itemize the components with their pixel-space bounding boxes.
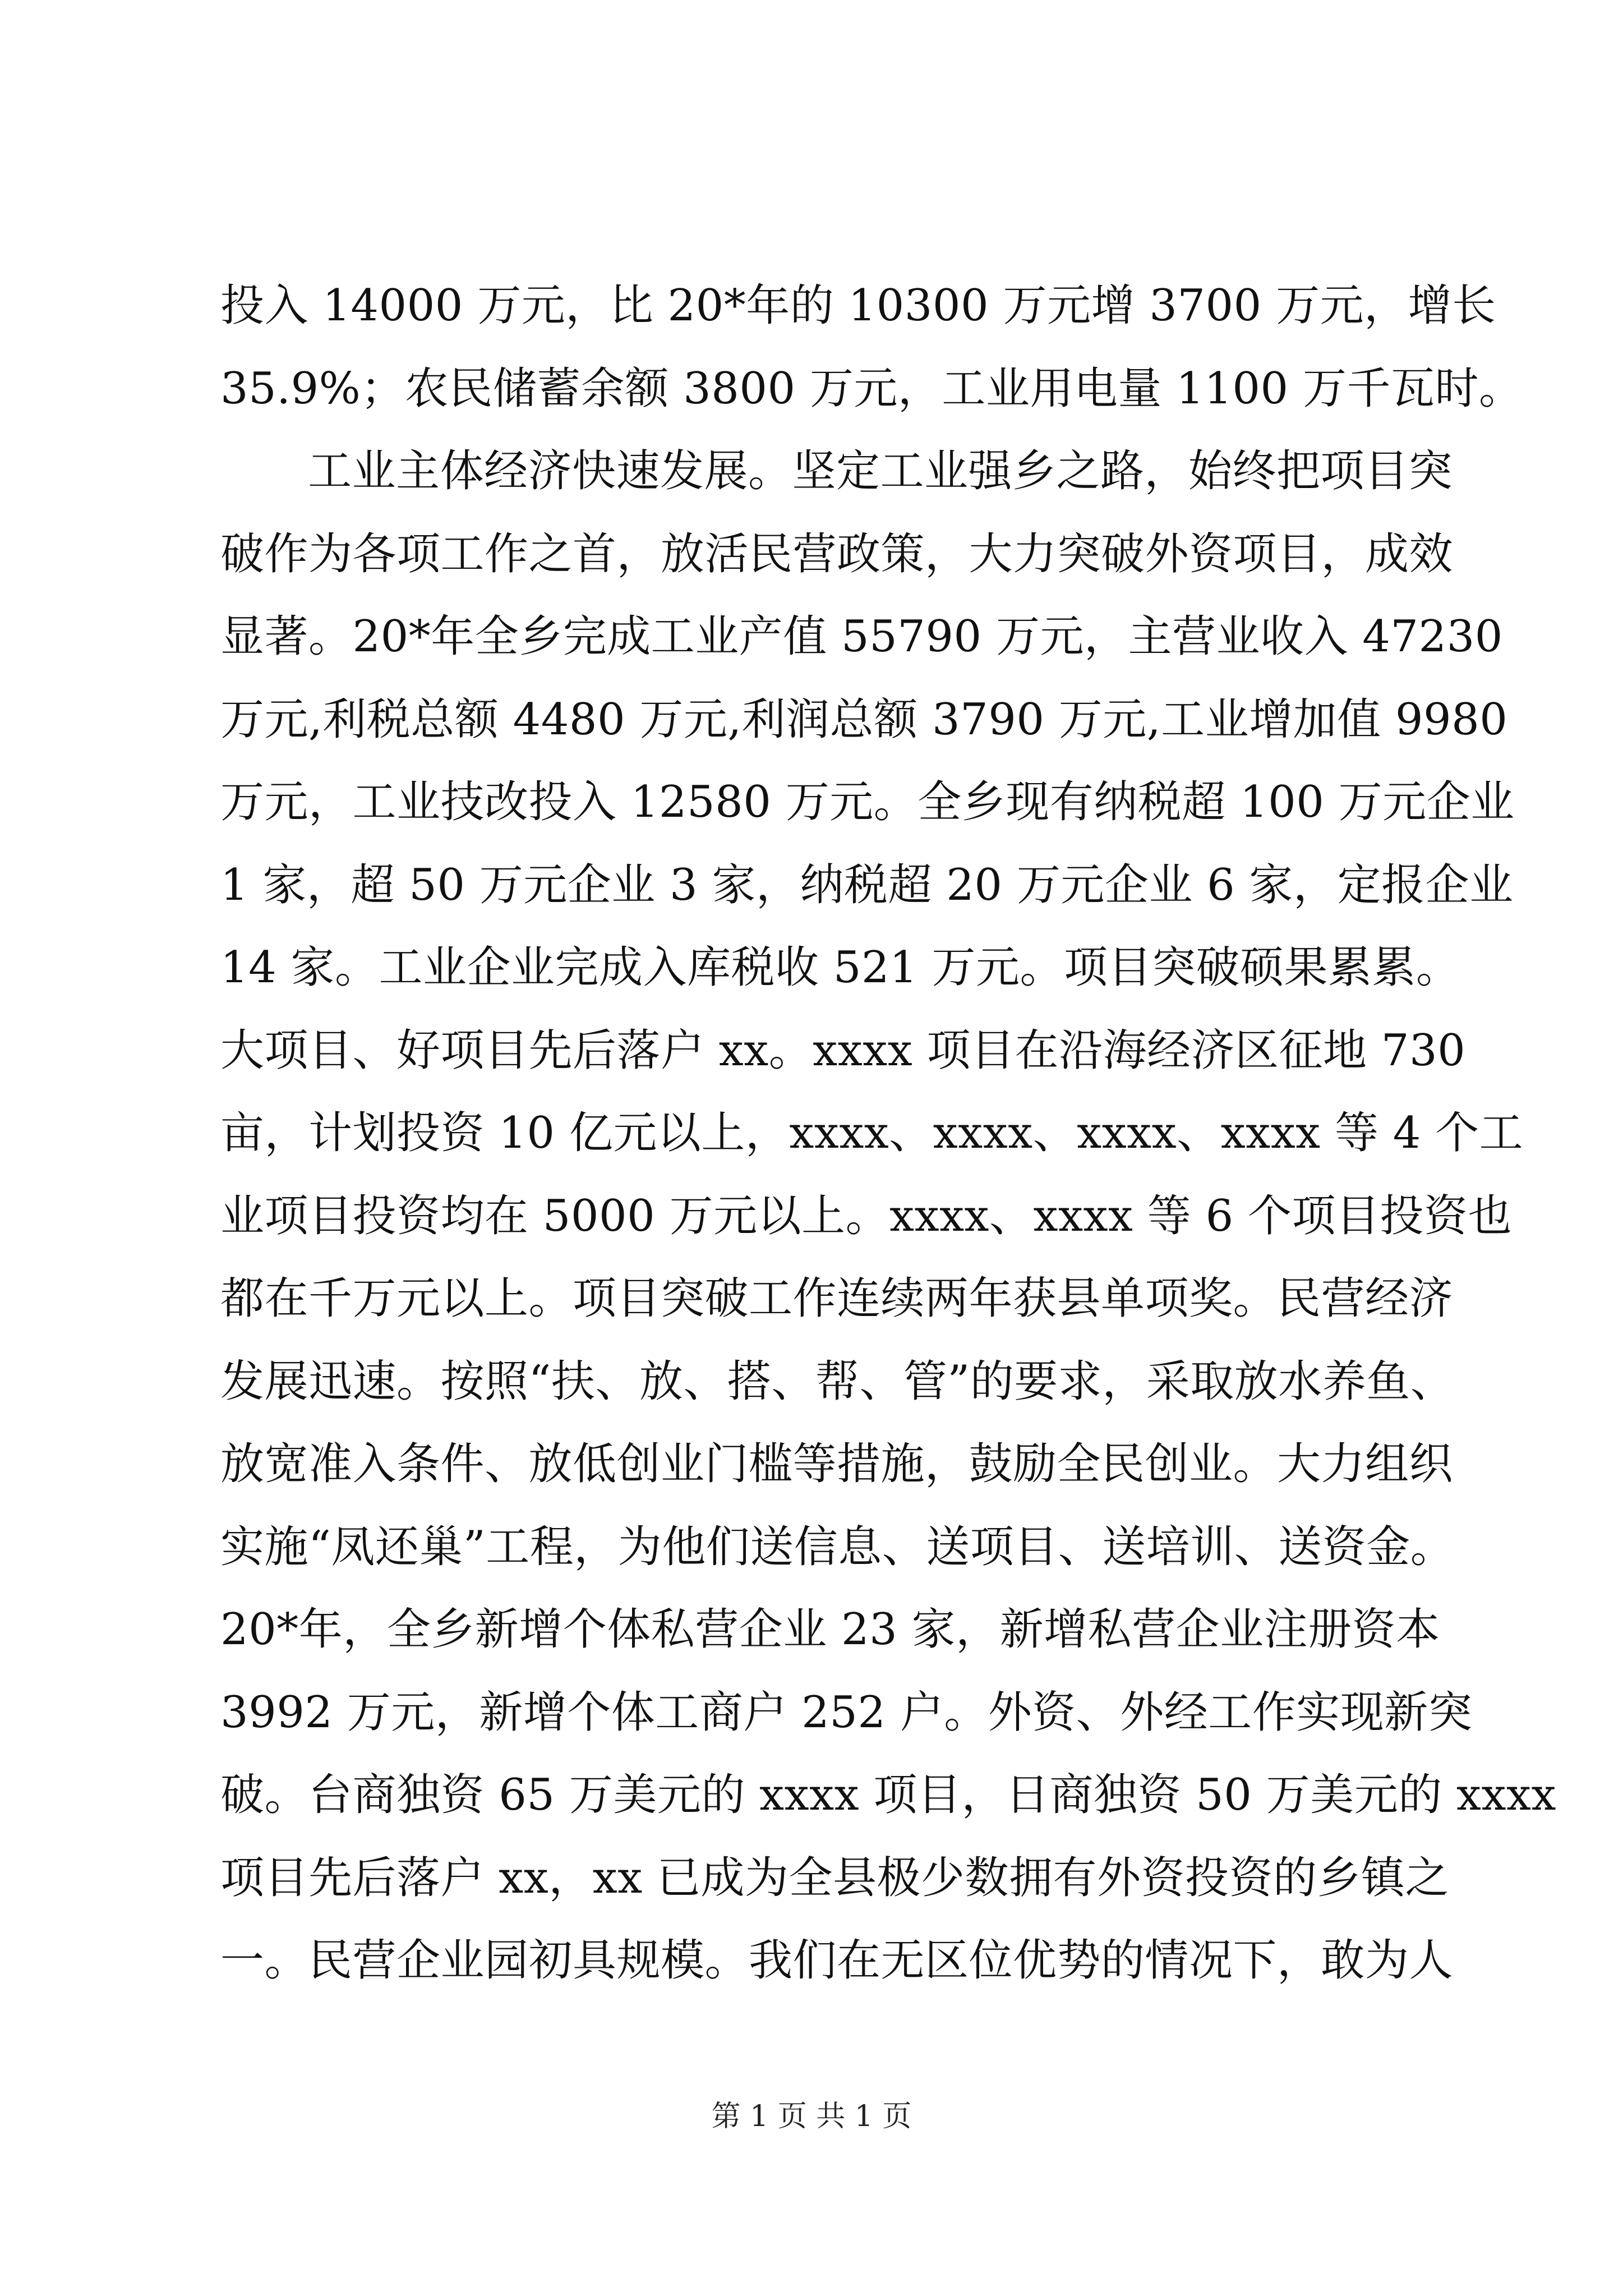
paragraph-first-line: 工业主体经济快速发展。坚定工业强乡之路，始终把项目突 (308, 446, 1453, 496)
text-line: 万元，工业技改投入 12580 万元。全乡现有纳税超 100 万元企业 (220, 777, 1515, 827)
text-line: 万元,利税总额 4480 万元,利润总额 3790 万元,工业增加值 9980 (220, 694, 1508, 745)
page-footer: 第 1 页 共 1 页 (711, 2100, 912, 2133)
text-line: 破作为各项工作之首，放活民营政策，大力突破外资项目，成效 (220, 528, 1454, 579)
text-line: 35.9%；农民储蓄余额 3800 万元，工业用电量 1100 万千瓦时。 (220, 363, 1523, 414)
text-line: 亩，计划投资 10 亿元以上，xxxx、xxxx、xxxx、xxxx 等 4 个工 (220, 1108, 1524, 1158)
text-line: 都在千万元以上。项目突破工作连续两年获县单项奖。民营经济 (220, 1273, 1454, 1324)
text-line: 大项目、好项目先后落户 xx。xxxx 项目在沿海经济区征地 730 (220, 1025, 1466, 1076)
text-line: 项目先后落户 xx，xx 已成为全县极少数拥有外资投资的乡镇之 (220, 1852, 1450, 1903)
text-line: 3992 万元，新增个体工商户 252 户。外资、外经工作实现新突 (220, 1687, 1473, 1738)
text-line: 20*年，全乡新增个体私营企业 23 家，新增私营企业注册资本 (220, 1604, 1440, 1655)
text-line: 14 家。工业企业完成入库税收 521 万元。项目突破硕果累累。 (220, 942, 1460, 993)
text-line: 实施“凤还巢”工程，为他们送信息、送项目、送培训、送资金。 (220, 1521, 1455, 1572)
text-line: 放宽准入条件、放低创业门槛等措施，鼓励全民创业。大力组织 (220, 1439, 1454, 1489)
text-line: 发展迅速。按照“扶、放、搭、帮、管”的要求，采取放水养鱼、 (220, 1356, 1455, 1407)
text-line: 一。民营企业园初具规模。我们在无区位优势的情况下，敢为人 (220, 1935, 1454, 1986)
body-text (220, 265, 1556, 2003)
text-line: 1 家，超 50 万元企业 3 家，纳税超 20 万元企业 6 家，定报企业 (220, 859, 1514, 910)
text-line: 破。台商独资 65 万美元的 xxxx 项目，日商独资 50 万美元的 xxxx (220, 1770, 1556, 1820)
text-line: 投入 14000 万元，比 20*年的 10300 万元增 3700 万元，增长 (220, 280, 1496, 331)
text-line: 显著。20*年全乡完成工业产值 55790 万元，主营业收入 47230 (220, 611, 1503, 662)
text-line: 业项目投资均在 5000 万元以上。xxxx、xxxx 等 6 个项目投资也 (220, 1190, 1513, 1241)
